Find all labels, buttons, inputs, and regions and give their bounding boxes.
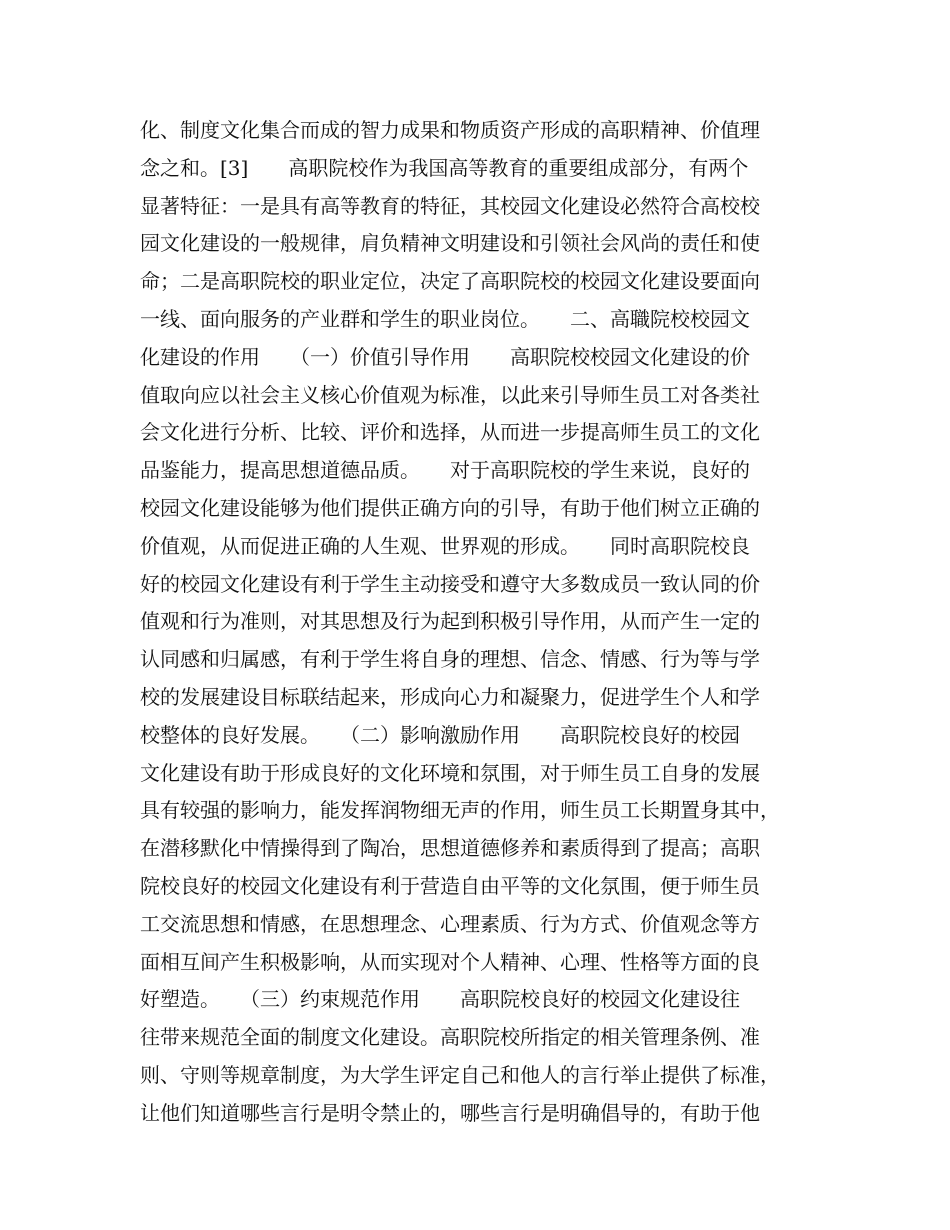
text-line: 好的校园文化建设有利于学生主动接受和遵守大多数成员一致认同的价 bbox=[140, 571, 760, 596]
text-line: 值观和行为准则，对其思想及行为起到积极引导作用，从而产生一定的 bbox=[140, 609, 760, 634]
text-line: 往带来规范全面的制度文化建设。高职院校所指定的相关管理条例、准 bbox=[140, 1025, 760, 1050]
text-line: 一线、面向服务的产业群和学生的职业岗位。 二、高職院校校园文 bbox=[140, 306, 750, 331]
text-line: 化建设的作用 （一）价值引导作用 高职院校校园文化建设的价 bbox=[140, 344, 750, 369]
text-line: 院校良好的校园文化建设有利于营造自由平等的文化氛围，便于师生员 bbox=[140, 873, 760, 898]
text-line: 校园文化建设能够为他们提供正确方向的引导，有助于他们树立正确的 bbox=[140, 495, 760, 520]
text-line: 校的发展建设目标联结起来，形成向心力和凝聚力，促进学生个人和学 bbox=[140, 684, 760, 709]
text-line: 显著特征：一是具有高等教育的特征，其校园文化建设必然符合高校校 bbox=[140, 193, 760, 218]
text-line: 好塑造。 （三）约束规范作用 高职院校良好的校园文化建设往 bbox=[140, 987, 740, 1012]
text-line: 面相互间产生积极影响，从而实现对个人精神、心理、性格等方面的良 bbox=[140, 949, 760, 974]
text-line: 具有较强的影响力，能发挥润物细无声的作用，师生员工长期置身其中， bbox=[140, 798, 780, 823]
text-line: 园文化建设的一般规律，肩负精神文明建设和引领社会风尚的责任和使 bbox=[140, 231, 760, 256]
text-line: 认同感和归属感，有利于学生将自身的理想、信念、情感、行为等与学 bbox=[140, 647, 760, 672]
text-line: 工交流思想和情感，在思想理念、心理素质、行为方式、价值观念等方 bbox=[140, 911, 760, 936]
text-line: 念之和。[3] 高职院校作为我国高等教育的重要组成部分，有两个 bbox=[140, 155, 749, 180]
text-line: 让他们知道哪些言行是明令禁止的，哪些言行是明确倡导的，有助于他 bbox=[140, 1100, 760, 1125]
text-line: 会文化进行分析、比较、评价和选择，从而进一步提高师生员工的文化 bbox=[140, 420, 760, 445]
text-line: 则、守则等规章制度，为大学生评定自己和他人的言行举止提供了标准， bbox=[140, 1062, 780, 1087]
text-line: 品鉴能力，提高思想道德品质。 对于高职院校的学生来说，良好的 bbox=[140, 458, 750, 483]
body-text bbox=[140, 112, 820, 1133]
text-line: 命；二是高职院校的职业定位，决定了高职院校的校园文化建设要面向 bbox=[140, 269, 760, 294]
text-line: 文化建设有助于形成良好的文化环境和氛围，对于师生员工自身的发展 bbox=[140, 760, 760, 785]
text-line: 校整体的良好发展。 （二）影响激励作用 高职院校良好的校园 bbox=[140, 722, 740, 747]
text-line: 在潜移默化中情操得到了陶冶，思想道德修养和素质得到了提高；高职 bbox=[140, 836, 760, 861]
text-line: 值取向应以社会主义核心价值观为标准，以此来引导师生员工对各类社 bbox=[140, 382, 760, 407]
text-line: 化、制度文化集合而成的智力成果和物质资产形成的高职精神、价值理 bbox=[140, 118, 760, 142]
text-line: 价值观，从而促进正确的人生观、世界观的形成。 同时高职院校良 bbox=[140, 533, 750, 558]
